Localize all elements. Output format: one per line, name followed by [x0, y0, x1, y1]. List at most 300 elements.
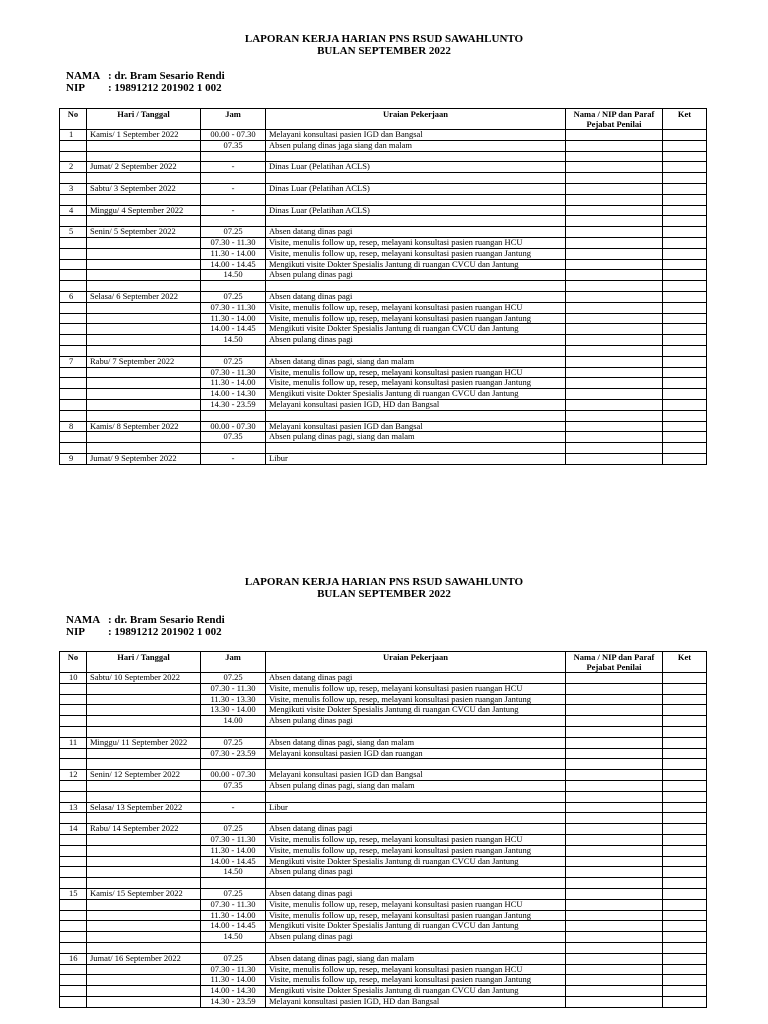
cell-jam [201, 173, 266, 184]
cell-ket [663, 845, 707, 856]
table-row [60, 986, 707, 997]
cell-jam [201, 194, 266, 205]
cell-uraian: Absen pulang dinas pagi [266, 932, 566, 943]
cell-penilai [566, 867, 663, 878]
table-row [60, 942, 707, 953]
report-title [0, 576, 768, 600]
cell-penilai [566, 910, 663, 921]
cell-no [60, 324, 87, 335]
cell-no [60, 151, 87, 162]
cell-ket [663, 151, 707, 162]
cell-uraian: Mengikuti visite Dokter Spesialis Jantung di ruangan CVCU dan Jantung [266, 259, 566, 270]
cell-jam: 07.25 [201, 953, 266, 964]
cell-hari-tanggal [87, 443, 201, 454]
cell-penilai [566, 996, 663, 1007]
header-jam: Jam [201, 109, 266, 130]
cell-ket [663, 834, 707, 845]
cell-no [60, 964, 87, 975]
cell-jam: 14.00 - 14.45 [201, 259, 266, 270]
cell-uraian [266, 194, 566, 205]
table-row [60, 878, 707, 889]
cell-penilai [566, 878, 663, 889]
cell-hari-tanggal [87, 878, 201, 889]
cell-no [60, 834, 87, 845]
cell-ket [663, 356, 707, 367]
cell-ket [663, 705, 707, 716]
table-row [60, 389, 707, 400]
table-row [60, 410, 707, 421]
cell-penilai [566, 856, 663, 867]
cell-ket [663, 237, 707, 248]
cell-ket [663, 248, 707, 259]
cell-uraian: Visite, menulis follow up, resep, melayani konsultasi pasien ruangan Jantung [266, 975, 566, 986]
title-line-2: BULAN SEPTEMBER 2022 [317, 45, 451, 57]
cell-ket [663, 942, 707, 953]
table-row [60, 932, 707, 943]
cell-no [60, 683, 87, 694]
cell-hari-tanggal [87, 942, 201, 953]
cell-jam [201, 813, 266, 824]
table-row [60, 183, 707, 194]
cell-ket [663, 824, 707, 835]
cell-uraian: Melayani konsultasi pasien IGD dan ruangan [266, 748, 566, 759]
cell-no [60, 910, 87, 921]
cell-no [60, 694, 87, 705]
cell-uraian: Visite, menulis follow up, resep, melayani konsultasi pasien ruangan HCU [266, 302, 566, 313]
cell-jam: 07.30 - 23.59 [201, 748, 266, 759]
cell-penilai [566, 270, 663, 281]
cell-ket [663, 996, 707, 1007]
cell-ket [663, 975, 707, 986]
cell-jam: 07.25 [201, 227, 266, 238]
cell-hari-tanggal [87, 813, 201, 824]
cell-ket [663, 389, 707, 400]
table-row [60, 824, 707, 835]
table-row [60, 227, 707, 238]
cell-ket [663, 856, 707, 867]
table-row [60, 216, 707, 227]
report-table [59, 651, 707, 1008]
cell-hari-tanggal [87, 856, 201, 867]
cell-no [60, 932, 87, 943]
cell-penilai [566, 389, 663, 400]
cell-ket [663, 932, 707, 943]
table-row [60, 259, 707, 270]
table-header-row [60, 652, 707, 673]
cell-jam: 07.30 - 11.30 [201, 302, 266, 313]
cell-penilai [566, 183, 663, 194]
cell-hari-tanggal [87, 683, 201, 694]
cell-uraian: Dinas Luar (Pelatihan ACLS) [266, 205, 566, 216]
cell-hari-tanggal [87, 259, 201, 270]
cell-ket [663, 780, 707, 791]
cell-hari-tanggal [87, 378, 201, 389]
cell-uraian: Absen pulang dinas pagi [266, 270, 566, 281]
table-row [60, 694, 707, 705]
table-row [60, 130, 707, 141]
cell-ket [663, 162, 707, 173]
cell-hari-tanggal [87, 910, 201, 921]
cell-ket [663, 227, 707, 238]
cell-no [60, 173, 87, 184]
cell-hari-tanggal [87, 410, 201, 421]
cell-jam: 11.30 - 14.00 [201, 910, 266, 921]
cell-no [60, 281, 87, 292]
cell-penilai [566, 345, 663, 356]
cell-hari-tanggal [87, 834, 201, 845]
cell-jam: 07.25 [201, 737, 266, 748]
table-row [60, 910, 707, 921]
table-row [60, 683, 707, 694]
cell-ket [663, 770, 707, 781]
cell-uraian: Absen datang dinas pagi [266, 888, 566, 899]
cell-jam: - [201, 453, 266, 464]
nip-value: : 19891212 201902 1 002 [108, 626, 222, 638]
cell-uraian: Absen pulang dinas pagi, siang dan malam [266, 780, 566, 791]
table-row [60, 921, 707, 932]
cell-penilai [566, 378, 663, 389]
cell-jam [201, 791, 266, 802]
cell-ket [663, 899, 707, 910]
cell-ket [663, 173, 707, 184]
table-body [60, 673, 707, 1008]
cell-jam [201, 443, 266, 454]
cell-ket [663, 313, 707, 324]
cell-ket [663, 399, 707, 410]
cell-penilai [566, 986, 663, 997]
cell-no: 16 [60, 953, 87, 964]
cell-hari-tanggal: Senin/ 5 September 2022 [87, 227, 201, 238]
cell-hari-tanggal: Rabu/ 14 September 2022 [87, 824, 201, 835]
cell-ket [663, 410, 707, 421]
cell-jam [201, 345, 266, 356]
table-row [60, 270, 707, 281]
cell-uraian: Mengikuti visite Dokter Spesialis Jantung di ruangan CVCU dan Jantung [266, 324, 566, 335]
table-row [60, 313, 707, 324]
cell-uraian: Visite, menulis follow up, resep, melayani konsultasi pasien ruangan Jantung [266, 313, 566, 324]
cell-uraian: Visite, menulis follow up, resep, melayani konsultasi pasien ruangan HCU [266, 899, 566, 910]
cell-hari-tanggal [87, 780, 201, 791]
cell-hari-tanggal [87, 313, 201, 324]
cell-no [60, 216, 87, 227]
table-row [60, 845, 707, 856]
cell-penilai [566, 953, 663, 964]
cell-hari-tanggal [87, 345, 201, 356]
cell-hari-tanggal [87, 367, 201, 378]
cell-no [60, 302, 87, 313]
cell-no [60, 270, 87, 281]
nama-label: NAMA [66, 70, 101, 82]
cell-ket [663, 205, 707, 216]
cell-jam: 14.50 [201, 270, 266, 281]
cell-hari-tanggal [87, 694, 201, 705]
cell-no [60, 432, 87, 443]
cell-jam: 07.35 [201, 140, 266, 151]
cell-ket [663, 759, 707, 770]
cell-hari-tanggal: Sabtu/ 3 September 2022 [87, 183, 201, 194]
cell-penilai [566, 443, 663, 454]
cell-no: 4 [60, 205, 87, 216]
cell-jam: 00.00 - 07.30 [201, 130, 266, 141]
cell-penilai [566, 432, 663, 443]
cell-penilai [566, 259, 663, 270]
cell-ket [663, 910, 707, 921]
table-header-row [60, 109, 707, 130]
table-row [60, 673, 707, 684]
cell-no [60, 367, 87, 378]
table-row [60, 140, 707, 151]
cell-uraian: Mengikuti visite Dokter Spesialis Jantung di ruangan CVCU dan Jantung [266, 389, 566, 400]
cell-penilai [566, 421, 663, 432]
table-row [60, 291, 707, 302]
cell-hari-tanggal [87, 281, 201, 292]
cell-penilai [566, 748, 663, 759]
table-row [60, 726, 707, 737]
cell-hari-tanggal [87, 726, 201, 737]
cell-jam: 11.30 - 14.00 [201, 313, 266, 324]
cell-hari-tanggal [87, 975, 201, 986]
cell-hari-tanggal [87, 140, 201, 151]
cell-ket [663, 335, 707, 346]
cell-uraian [266, 410, 566, 421]
cell-uraian: Visite, menulis follow up, resep, melayani konsultasi pasien ruangan Jantung [266, 845, 566, 856]
cell-ket [663, 367, 707, 378]
nip-value: : 19891212 201902 1 002 [108, 82, 222, 94]
table-row [60, 324, 707, 335]
cell-jam: 07.25 [201, 291, 266, 302]
cell-hari-tanggal [87, 335, 201, 346]
cell-hari-tanggal [87, 237, 201, 248]
cell-hari-tanggal [87, 248, 201, 259]
cell-ket [663, 737, 707, 748]
cell-uraian [266, 151, 566, 162]
cell-penilai [566, 367, 663, 378]
cell-uraian: Absen pulang dinas pagi [266, 867, 566, 878]
cell-ket [663, 270, 707, 281]
cell-ket [663, 716, 707, 727]
cell-penilai [566, 791, 663, 802]
cell-hari-tanggal [87, 759, 201, 770]
cell-uraian: Melayani konsultasi pasien IGD dan Bangsal [266, 130, 566, 141]
table-row [60, 705, 707, 716]
cell-uraian: Visite, menulis follow up, resep, melayani konsultasi pasien ruangan HCU [266, 683, 566, 694]
cell-jam: 07.30 - 11.30 [201, 367, 266, 378]
cell-no [60, 748, 87, 759]
table-row [60, 899, 707, 910]
cell-no [60, 194, 87, 205]
cell-uraian [266, 281, 566, 292]
cell-jam: 07.25 [201, 356, 266, 367]
cell-uraian: Absen pulang dinas pagi, siang dan malam [266, 432, 566, 443]
cell-uraian: Mengikuti visite Dokter Spesialis Jantung di ruangan CVCU dan Jantung [266, 921, 566, 932]
cell-no [60, 878, 87, 889]
cell-jam: 11.30 - 13.30 [201, 694, 266, 705]
header-penilai: Nama / NIP dan Paraf Pejabat Penilai [566, 109, 663, 130]
cell-no [60, 399, 87, 410]
table-row [60, 162, 707, 173]
cell-uraian [266, 813, 566, 824]
cell-jam: 00.00 - 07.30 [201, 421, 266, 432]
cell-uraian: Visite, menulis follow up, resep, melayani konsultasi pasien ruangan Jantung [266, 694, 566, 705]
cell-penilai [566, 313, 663, 324]
table-row [60, 367, 707, 378]
cell-jam: 14.00 - 14.45 [201, 856, 266, 867]
cell-penilai [566, 975, 663, 986]
cell-no [60, 791, 87, 802]
cell-penilai [566, 845, 663, 856]
cell-ket [663, 791, 707, 802]
cell-jam [201, 942, 266, 953]
cell-hari-tanggal: Kamis/ 15 September 2022 [87, 888, 201, 899]
title-line-1: LAPORAN KERJA HARIAN PNS RSUD SAWAHLUNTO [244, 576, 524, 588]
cell-ket [663, 867, 707, 878]
cell-penilai [566, 964, 663, 975]
cell-ket [663, 183, 707, 194]
cell-hari-tanggal [87, 432, 201, 443]
cell-ket [663, 443, 707, 454]
nip-label: NIP [66, 82, 85, 94]
cell-no [60, 248, 87, 259]
cell-no: 7 [60, 356, 87, 367]
cell-penilai [566, 410, 663, 421]
cell-hari-tanggal: Jumat/ 2 September 2022 [87, 162, 201, 173]
cell-jam [201, 216, 266, 227]
cell-uraian [266, 216, 566, 227]
cell-uraian: Absen datang dinas pagi [266, 673, 566, 684]
cell-no [60, 313, 87, 324]
cell-no: 9 [60, 453, 87, 464]
cell-penilai [566, 162, 663, 173]
table-row [60, 759, 707, 770]
cell-uraian: Absen datang dinas pagi [266, 291, 566, 302]
cell-penilai [566, 834, 663, 845]
cell-uraian: Dinas Luar (Pelatihan ACLS) [266, 183, 566, 194]
table-row [60, 888, 707, 899]
cell-penilai [566, 194, 663, 205]
cell-ket [663, 216, 707, 227]
cell-no: 2 [60, 162, 87, 173]
cell-penilai [566, 227, 663, 238]
cell-ket [663, 748, 707, 759]
table-row [60, 716, 707, 727]
cell-ket [663, 194, 707, 205]
cell-hari-tanggal: Jumat/ 16 September 2022 [87, 953, 201, 964]
cell-jam: 07.30 - 11.30 [201, 237, 266, 248]
cell-penilai [566, 335, 663, 346]
header-hari-tanggal: Hari / Tanggal [87, 652, 201, 673]
cell-hari-tanggal: Selasa/ 13 September 2022 [87, 802, 201, 813]
cell-hari-tanggal [87, 921, 201, 932]
header-ket: Ket [663, 109, 707, 130]
employee-info [66, 614, 225, 638]
table-row [60, 791, 707, 802]
cell-ket [663, 302, 707, 313]
cell-penilai [566, 683, 663, 694]
table-row [60, 205, 707, 216]
cell-jam: - [201, 162, 266, 173]
cell-hari-tanggal [87, 705, 201, 716]
cell-no: 3 [60, 183, 87, 194]
cell-jam [201, 726, 266, 737]
table-row [60, 356, 707, 367]
cell-penilai [566, 173, 663, 184]
nama-value: : dr. Bram Sesario Rendi [108, 614, 225, 626]
cell-uraian: Visite, menulis follow up, resep, melayani konsultasi pasien ruangan HCU [266, 964, 566, 975]
cell-uraian [266, 942, 566, 953]
cell-uraian [266, 791, 566, 802]
cell-penilai [566, 248, 663, 259]
cell-uraian: Absen pulang dinas pagi [266, 335, 566, 346]
cell-uraian: Mengikuti visite Dokter Spesialis Jantung di ruangan CVCU dan Jantung [266, 856, 566, 867]
cell-no: 10 [60, 673, 87, 684]
cell-uraian: Visite, menulis follow up, resep, melayani konsultasi pasien ruangan Jantung [266, 910, 566, 921]
table-row [60, 975, 707, 986]
cell-penilai [566, 921, 663, 932]
cell-hari-tanggal [87, 324, 201, 335]
cell-uraian: Absen pulang dinas pagi [266, 716, 566, 727]
cell-hari-tanggal: Kamis/ 8 September 2022 [87, 421, 201, 432]
title-line-1: LAPORAN KERJA HARIAN PNS RSUD SAWAHLUNTO [244, 33, 524, 45]
cell-penilai [566, 780, 663, 791]
cell-no: 14 [60, 824, 87, 835]
cell-hari-tanggal [87, 996, 201, 1007]
cell-hari-tanggal [87, 173, 201, 184]
report-table [59, 108, 707, 465]
cell-no: 11 [60, 737, 87, 748]
cell-jam: 14.00 - 14.45 [201, 921, 266, 932]
cell-hari-tanggal: Senin/ 12 September 2022 [87, 770, 201, 781]
cell-ket [663, 673, 707, 684]
header-ket: Ket [663, 652, 707, 673]
cell-hari-tanggal [87, 932, 201, 943]
cell-ket [663, 888, 707, 899]
cell-no [60, 975, 87, 986]
cell-jam: 07.30 - 11.30 [201, 899, 266, 910]
cell-uraian: Dinas Luar (Pelatihan ACLS) [266, 162, 566, 173]
cell-ket [663, 878, 707, 889]
cell-ket [663, 964, 707, 975]
header-jam: Jam [201, 652, 266, 673]
table-body [60, 130, 707, 465]
cell-no: 8 [60, 421, 87, 432]
cell-uraian: Melayani konsultasi pasien IGD dan Bangsal [266, 770, 566, 781]
cell-ket [663, 453, 707, 464]
cell-jam [201, 151, 266, 162]
cell-hari-tanggal [87, 399, 201, 410]
cell-no [60, 705, 87, 716]
cell-jam: 07.25 [201, 824, 266, 835]
cell-uraian: Libur [266, 802, 566, 813]
cell-penilai [566, 140, 663, 151]
employee-info [66, 70, 225, 94]
header-uraian: Uraian Pekerjaan [266, 109, 566, 130]
cell-no [60, 942, 87, 953]
cell-no: 5 [60, 227, 87, 238]
cell-hari-tanggal [87, 389, 201, 400]
cell-hari-tanggal [87, 716, 201, 727]
cell-hari-tanggal [87, 151, 201, 162]
cell-penilai [566, 705, 663, 716]
cell-no [60, 389, 87, 400]
cell-ket [663, 291, 707, 302]
cell-no [60, 986, 87, 997]
cell-jam: 14.00 - 14.45 [201, 324, 266, 335]
cell-jam: 11.30 - 14.00 [201, 845, 266, 856]
cell-ket [663, 281, 707, 292]
cell-hari-tanggal [87, 216, 201, 227]
table-row [60, 302, 707, 313]
table-row [60, 996, 707, 1007]
